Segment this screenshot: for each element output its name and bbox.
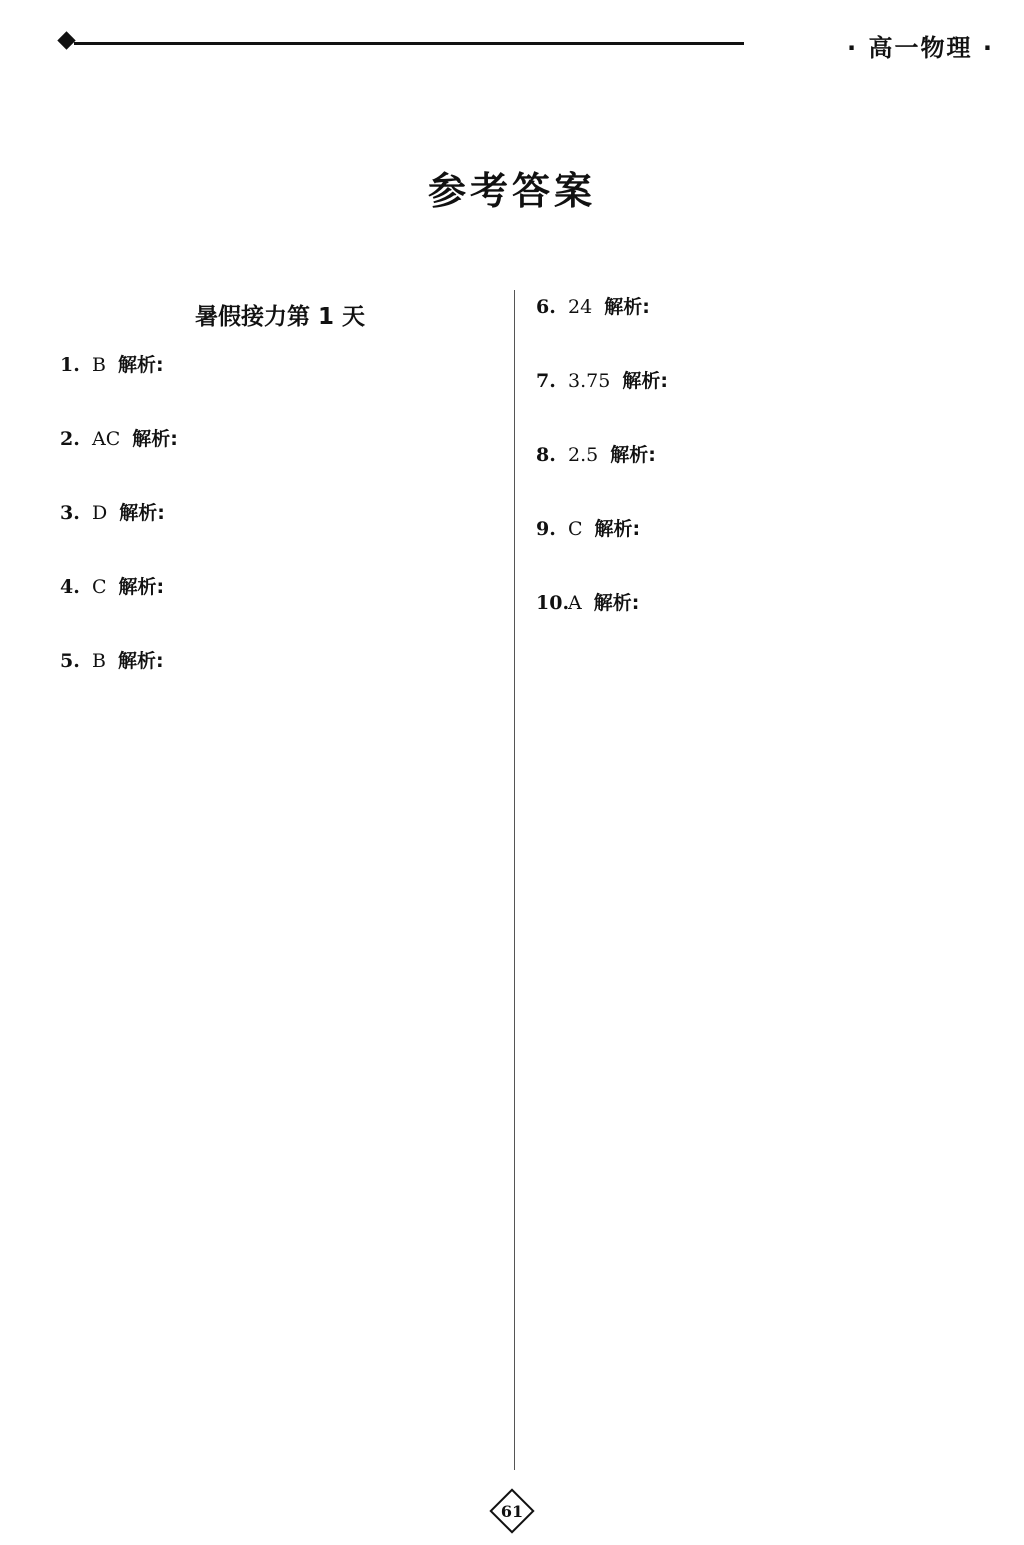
analysis-label: 解析: (117, 650, 164, 672)
answer-item (60, 422, 500, 490)
item-number: 10. (536, 592, 570, 614)
analysis-text (568, 620, 976, 654)
analysis-text (92, 382, 500, 416)
analysis-label: 解析: (132, 428, 178, 450)
analysis-label: 解析: (119, 502, 165, 524)
column-divider (514, 290, 515, 1470)
item-number: 1. (60, 354, 80, 376)
item-number: 8. (536, 444, 556, 466)
answer-item (60, 644, 500, 712)
analysis-label: 解析: (604, 296, 650, 318)
item-answer: D (92, 502, 108, 524)
answer-item (60, 570, 500, 638)
answer-item (60, 496, 500, 564)
item-number: 3. (60, 502, 80, 524)
diamond-icon (57, 31, 75, 49)
analysis-text (568, 472, 976, 506)
analysis-label: 解析: (622, 370, 668, 392)
page-number (486, 1495, 538, 1529)
analysis-label: 解析: (610, 444, 656, 466)
item-answer: B (92, 354, 106, 376)
answers-column-right (536, 290, 976, 660)
analysis-label: 解析: (117, 354, 164, 376)
page-header (60, 28, 994, 62)
item-number: 9. (536, 518, 556, 540)
answer-item (536, 586, 976, 654)
analysis-text (92, 456, 500, 490)
answer-item (60, 348, 500, 416)
item-answer: A (568, 592, 582, 614)
item-number: 5. (60, 650, 80, 672)
page-title: 参考答案 (427, 168, 596, 213)
subject-title: · 高一物理 · (847, 34, 994, 62)
answer-item (536, 438, 976, 506)
analysis-label: 解析: (118, 576, 165, 598)
item-number: 4. (60, 576, 80, 598)
header-rule (74, 42, 744, 45)
analysis-text (92, 604, 500, 638)
analysis-label: 解析: (593, 592, 640, 614)
item-answer: 2.5 (568, 444, 599, 466)
analysis-label: 解析: (594, 518, 641, 540)
answer-item (536, 512, 976, 580)
answer-item (536, 364, 976, 432)
item-answer: C (92, 576, 107, 598)
analysis-text (568, 324, 976, 358)
analysis-text (92, 530, 500, 564)
answers-column-left (60, 300, 500, 718)
item-answer: 24 (568, 296, 593, 318)
page-number-text: 61 (500, 1502, 524, 1521)
item-answer: AC (92, 428, 121, 450)
item-number: 7. (536, 370, 556, 392)
analysis-text (92, 678, 500, 712)
analysis-text (568, 398, 976, 432)
item-answer: 3.75 (568, 370, 611, 392)
analysis-text (568, 546, 976, 580)
section-heading: 暑假接力第 1 天 (194, 304, 366, 330)
item-answer: C (568, 518, 583, 540)
answer-item (536, 290, 976, 358)
item-number: 6. (536, 296, 556, 318)
item-answer: B (92, 650, 106, 672)
item-number: 2. (60, 428, 80, 450)
